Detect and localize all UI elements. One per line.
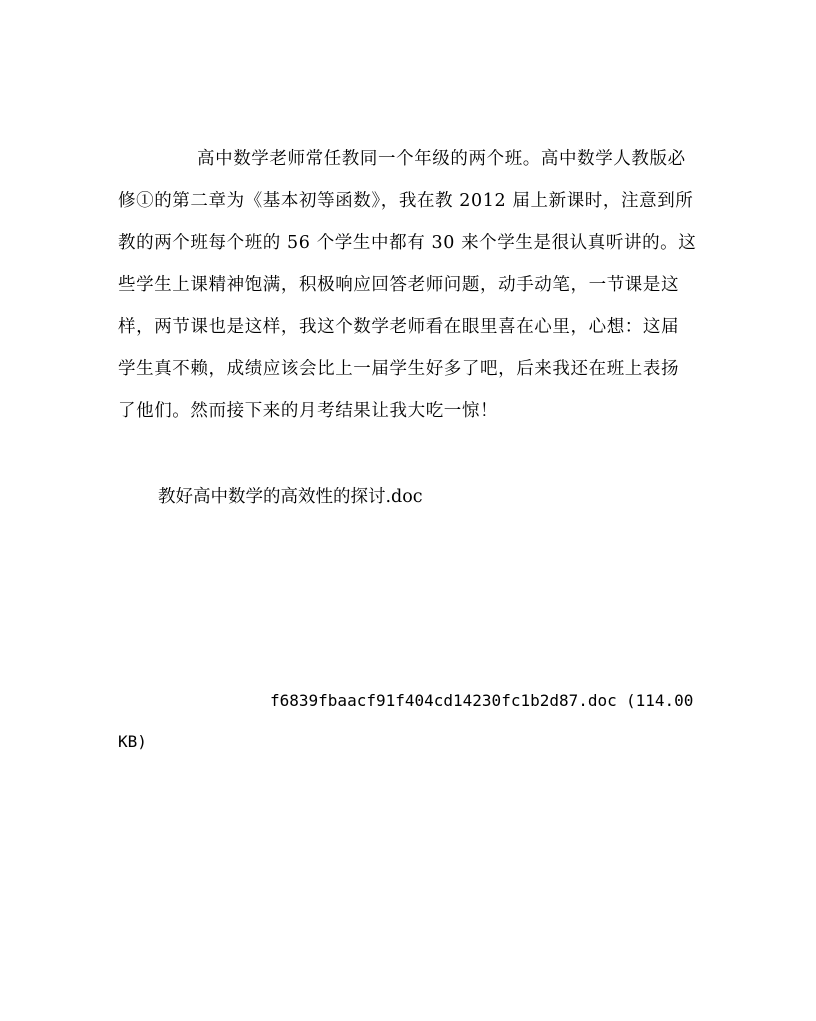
paragraph-line-1: 高中数学老师常任教同一个年级的两个班。高中数学人教版必	[197, 149, 686, 169]
paragraph-line-7: 了他们。然而接下来的月考结果让我大吃一惊！	[118, 401, 499, 421]
paragraph-line-4: 些学生上课精神饱满，积极响应回答老师问题，动手动笔，一节课是这	[118, 275, 680, 295]
file-size-unit: KB)	[118, 732, 147, 751]
paragraph-line-6: 学生真不赖，成绩应该会比上一届学生好多了吧，后来我还在班上表扬	[118, 359, 680, 379]
paragraph-line-3: 教的两个班每个班的 56 个学生中都有 30 来个学生是很认真听讲的。这	[118, 233, 697, 253]
attachment-file-link[interactable]: f6839fbaacf91f404cd14230fc1b2d87.doc	[270, 691, 617, 710]
paragraph-line-2: 修①的第二章为《基本初等函数》，我在教 2012 届上新课时，注意到所	[118, 191, 694, 211]
attachment-title[interactable]: 教好高中数学的高效性的探讨.doc	[158, 487, 423, 507]
paragraph-line-5: 样，两节课也是这样，我这个数学老师看在眼里喜在心里，心想：这届	[118, 317, 680, 337]
file-size-value: (114.00	[626, 691, 694, 710]
